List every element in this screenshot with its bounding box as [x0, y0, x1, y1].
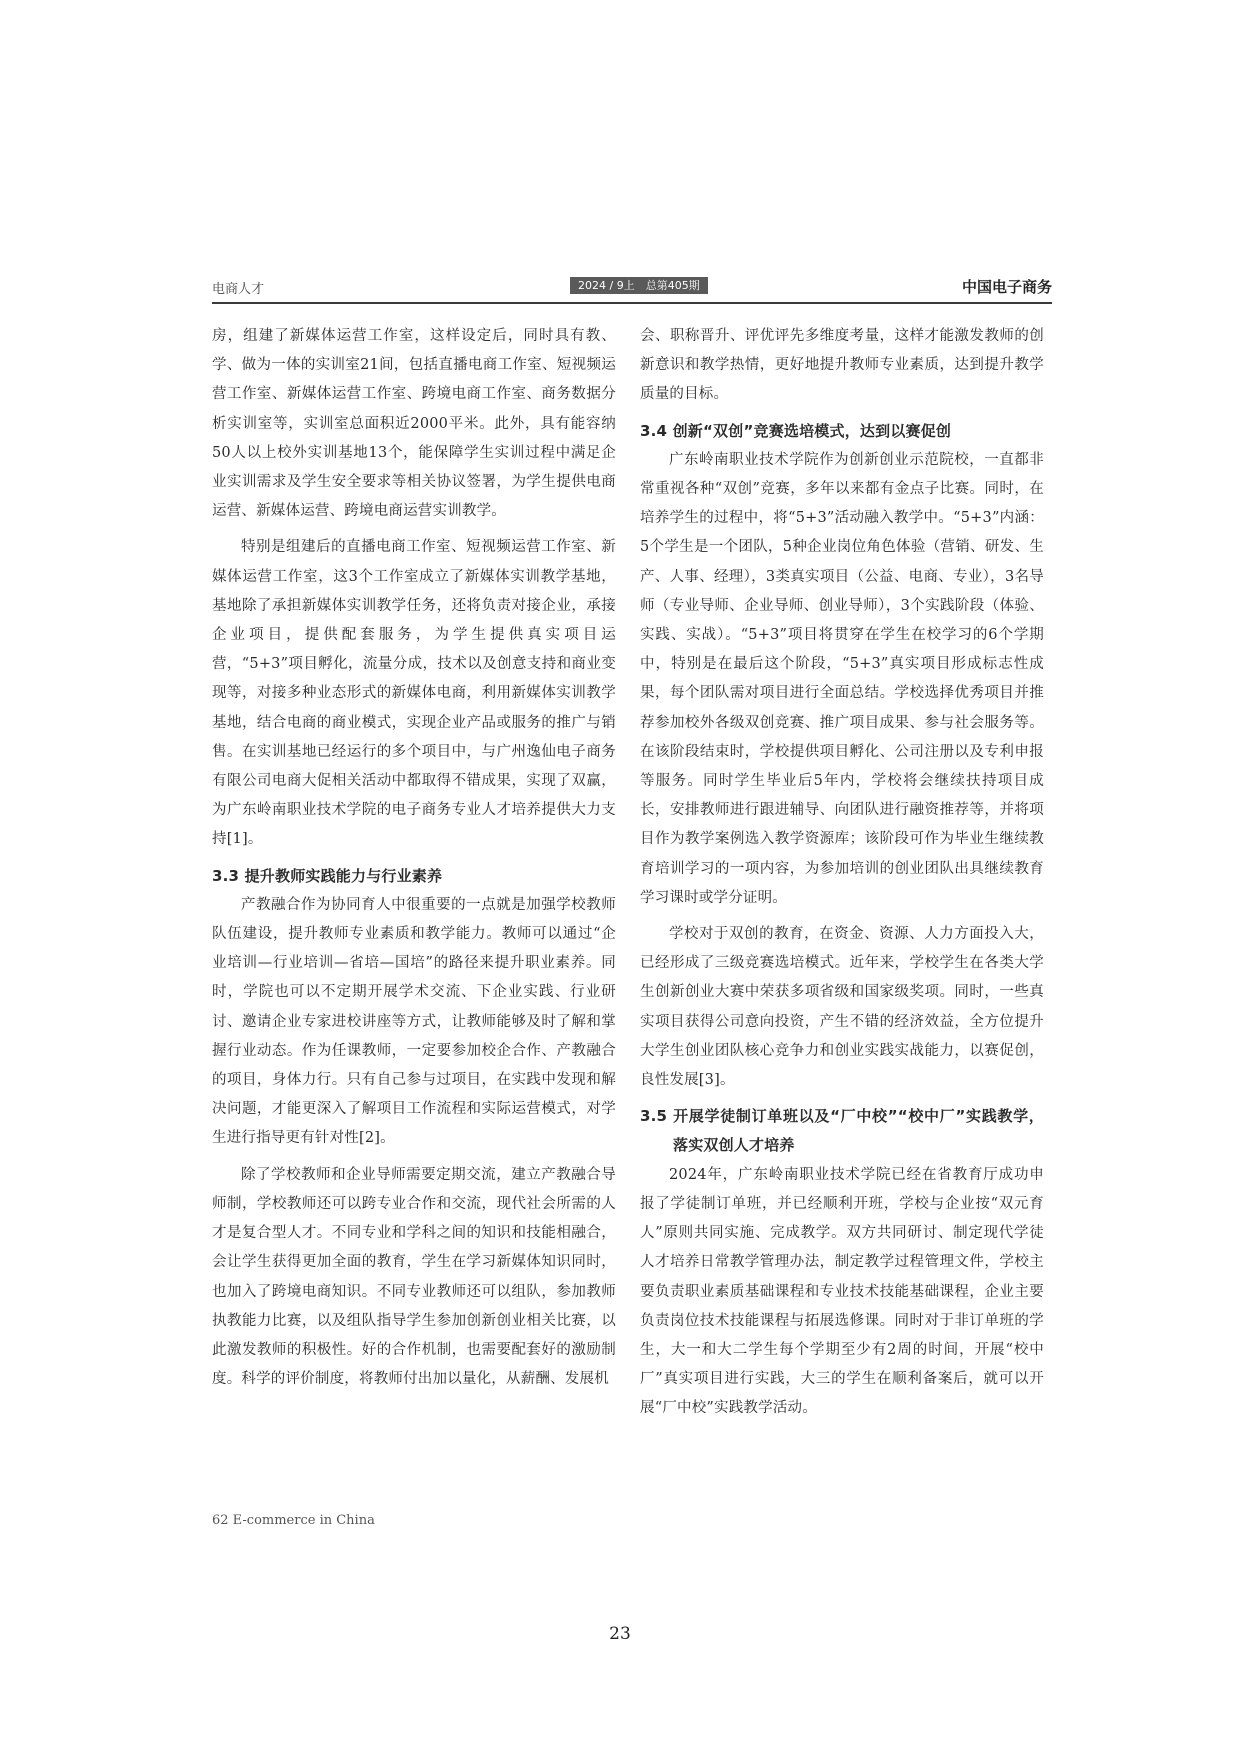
- body-paragraph: 会、职称晋升、评优评先多维度考量，这样才能激发教师的创新意识和教学热情，更好地提升教师专业素质，达到提升教学质量的目标。: [640, 328, 1044, 403]
- body-paragraph: 广东岭南职业技术学院作为创新创业示范院校，一直都非常重视各种“双创”竞赛，多年以来都有金点子比赛。同时，在培养学生的过程中，将“5+3”活动融入教学中。“5+3”内涵：5个学生是一个团队，5种企业岗位角色体验（营销、研发、生产、人事、经理），3类真实项目（公益、电商、专业），3名导师（专业导师、企业导师、创业导师），3个实践阶段（体验、实践、实战）。“5+3”项目将贯穿在学生在校学习的6个学期中，特别是在最后这个阶段，“5+3”真实项目形成标志性成果，每个团队需对项目进行全面总结。学校选择优秀项目并推荐参加校外各级双创竞赛、推广项目成果、参与社会服务等。在该阶段结束时，学校提供项目孵化、公司注册以及专利申报等服务。同时学生毕业后5年内，学校将会继续扶持项目成长，安排教师进行跟进辅导、向团队进行融资推荐等，并将项目作为教学案例选入教学资源库；该阶段可作为毕业生继续教育培训学习的一项内容，为参加培训的创业团队出具继续教育学习课时或学分证明。: [640, 451, 1044, 906]
- column-name: 电商人才: [212, 282, 265, 297]
- body-paragraph: 特别是组建后的直播电商工作室、短视频运营工作室、新媒体运营工作室，这3个工作室成立了新媒体实训教学基地，基地除了承担新媒体实训教学任务，还将负责对接企业，承接企业项目，提供配套服务，为学生提供真实项目运营，“5+3”项目孵化，流量分成，技术以及创意支持和商业变现等，对接多种业态形式的新媒体电商，利用新媒体实训教学基地，结合电商的商业模式，实现企业产品或服务的推广与销售。在实训基地已经运行的多个项目中，与广州逸仙电子商务有限公司电商大促相关活动中都取得不错成果，实现了双赢，为广东岭南职业技术学院的电子商务专业人才培养提供大力支持[1]。: [212, 539, 616, 848]
- page-number: 23: [609, 1624, 631, 1644]
- issue-badge: 2024 / 9上 总第405期: [570, 277, 708, 294]
- body-paragraph: 2024年，广东岭南职业技术学院已经在省教育厅成功申报了学徒制订单班，并已经顺利开班，学校与企业按“双元育人”原则共同实施、完成教学。双方共同研讨、制定现代学徒人才培养日常教学管理办法，制定教学过程管理文件，学校主要负责职业素质基础课程和专业技术技能基础课程，企业主要负责岗位技术技能课程与拓展选修课。同时对于非订单班的学生，大一和大二学生每个学期至少有2周的时间，开展“校中厂”真实项目进行实践，大三的学生在顺利备案后，就可以开展“厂中校”实践教学活动。: [640, 1166, 1044, 1417]
- page-footer: 62 E-commerce in China: [212, 1513, 375, 1528]
- right-column: [640, 322, 1044, 1431]
- journal-logo: 中国电子商务: [961, 278, 1052, 296]
- body-paragraph: 学校对于双创的教育，在资金、资源、人力方面投入大，已经形成了三级竞赛选培模式。近年来，学校学生在各类大学生创新创业大赛中荣获多项省级和国家级奖项。同时，一些真实项目获得公司意向投资，产生不错的经济效益，全方位提升大学生创业团队核心竞争力和创业实践实战能力，以赛促创，良性发展[3]。: [640, 926, 1044, 1089]
- section-heading: 3.4 创新“双创”竞赛选培模式，达到以赛促创: [640, 421, 952, 440]
- section-heading: 3.3 提升教师实践能力与行业素养: [212, 866, 443, 885]
- body-paragraph: 产教融合作为协同育人中很重要的一点就是加强学校教师队伍建设，提升教师专业素质和教学能力。教师可以通过“企业培训—行业培训—省培—国培”的路径来提升职业素养。同时，学院也可以不定期开展学术交流、下企业实践、行业研讨、邀请企业专家进校讲座等方式，让教师能够及时了解和掌握行业动态。作为任课教师，一定要参加校企合作、产教融合的项目，身体力行。只有自己参与过项目，在实践中发现和解决问题，才能更深入了解项目工作流程和实际运营模式，对学生进行指导更有针对性[2]。: [212, 896, 616, 1147]
- left-column: [212, 322, 616, 1401]
- section-heading: 3.5 开展学徒制订单班以及“厂中校”“校中厂”实践教学，落实双创人才培养: [640, 1107, 1044, 1155]
- body-paragraph: 除了学校教师和企业导师需要定期交流，建立产教融合导师制，学校教师还可以跨专业合作和交流，现代社会所需的人才是复合型人才。不同专业和学科之间的知识和技能相融合，会让学生获得更加全面的教育，学生在学习新媒体知识同时，也加入了跨境电商知识。不同专业教师还可以组队，参加教师执教能力比赛，以及组队指导学生参加创新创业相关比赛，以此激发教师的积极性。好的合作机制，也需要配套好的激励制度。科学的评价制度，将教师付出加以量化，从薪酬、发展机: [212, 1166, 616, 1388]
- running-header: [212, 276, 1052, 304]
- body-paragraph: 房，组建了新媒体运营工作室，这样设定后，同时具有教、学、做为一体的实训室21间，包括直播电商工作室、短视频运营工作室、新媒体运营工作室、跨境电商工作室、商务数据分析实训室等，实训室总面积近2000平米。此外，具有能容纳50人以上校外实训基地13个，能保障学生实训过程中满足企业实训需求及学生安全要求等相关协议签署，为学生提供电商运营、新媒体运营、跨境电商运营实训教学。: [212, 328, 616, 520]
